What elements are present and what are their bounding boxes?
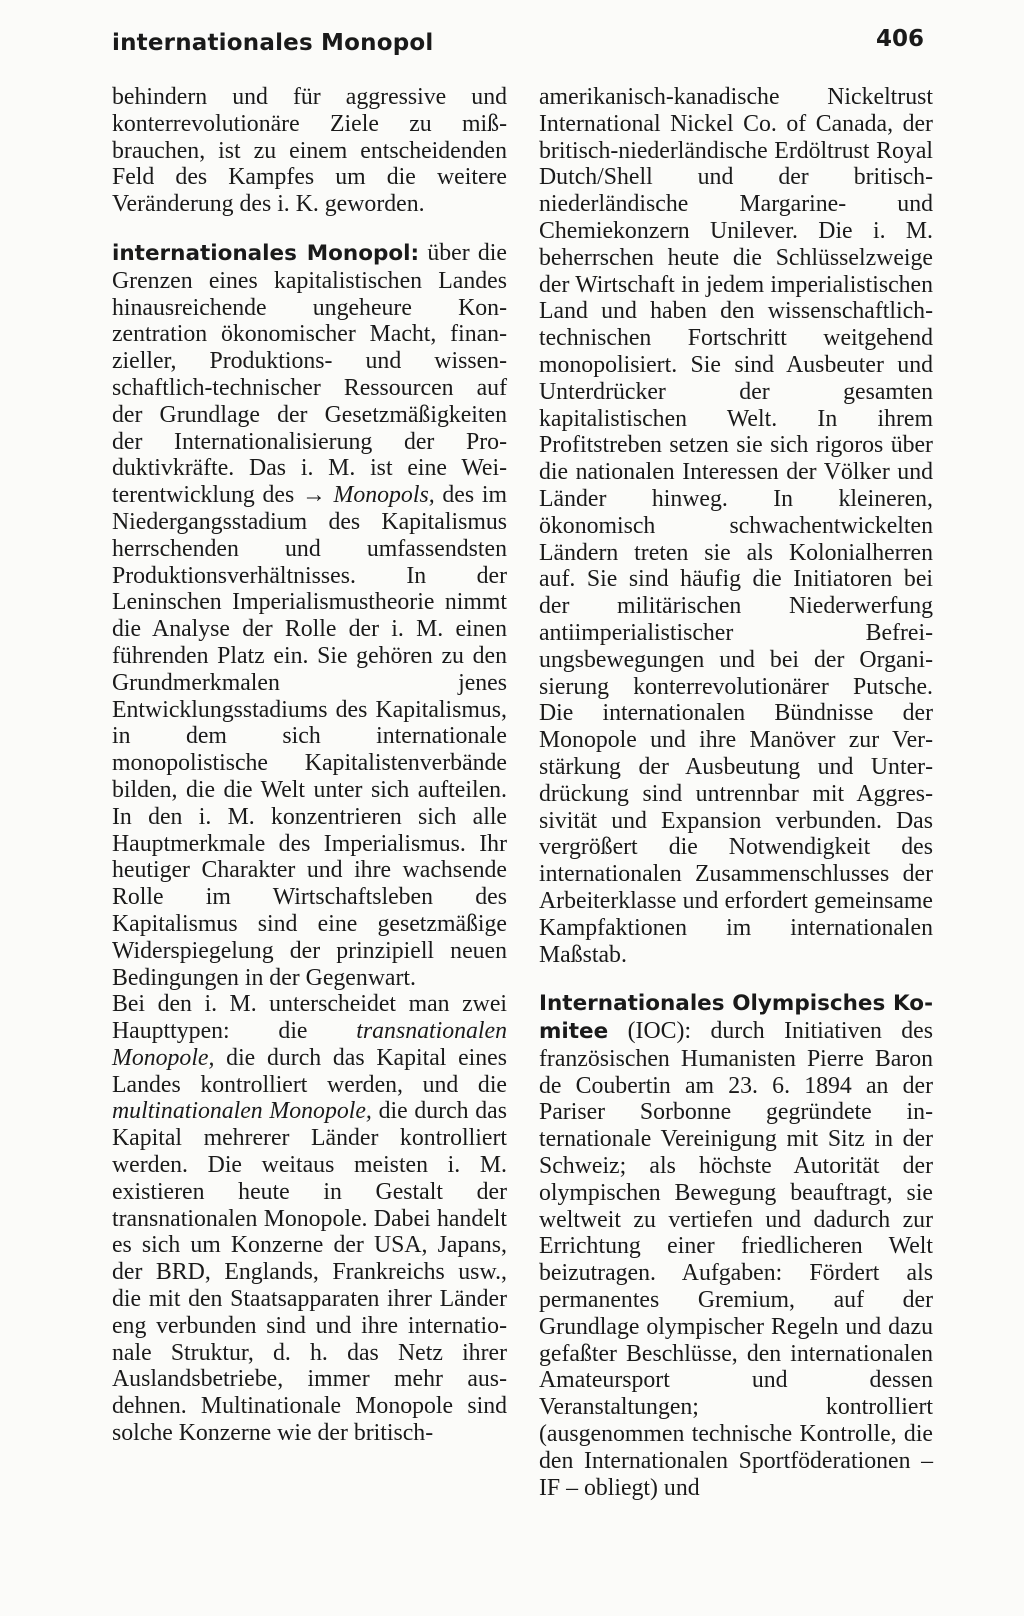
entry-internationales-olympisches-komitee — [539, 990, 933, 1501]
entry-headword: internationales Monopol — [112, 240, 411, 266]
running-header-title: internationales Monopol — [112, 30, 434, 56]
continued-paragraph: amerikanisch-kanadische Nickeltrust International Nickel Co. of Canada, der britisch-niederländische Erdöltrust Royal Dutch/Shell und der britisch-niederländische Margarine- und Chemiekonzern Unilever. Die i. M. beherrschen heute die Schlüsselzweige der Wirtschaft in jedem imperialistischen Land und haben den wissenschaftlich-technischen Fortschritt weitgehend monopolisiert. Sie sind Ausbeuter und Unterdrücker der gesamten kapitalistischen Welt. In ihrem Profitstreben setzen sie sich rigoros über die nationalen Interessen der Völker und Länder hinweg. In kleineren, ökonomisch schwachentwickelten Ländern treten sie als Kolonialherren auf. Sie sind häufig die Initiatoren bei der militärischen Niederwerfung antiimperialistischer Befreiungsbewegungen und bei der Organisierung konterrevolutionärer Putsche. Die internationalen Bündnisse der Monopole und ihre Manöver zur Verstärkung der Ausbeutung und Unterdrückung sind untrennbar mit Aggressivität und Expansion verbunden. Das vergrößert die Notwendigkeit des internationalen Zusammenschlusses der Arbeiterklasse und erfordert gemeinsame Kampfaktionen im internationalen Maßstab. — [539, 84, 933, 968]
entry-text: : durch Initiativen des französischen Humanisten Pierre Baron de Coubertin am 23. 6. 1894 an der Pariser Sorbonne gegründete internationale Vereinigung mit Sitz in der Schweiz; als höchste Autorität der olympischen Bewegung beauftragt, sie weltweit zu vertiefen und dadurch zur Errichtung einer friedlicheren Welt beizutragen. Aufgaben: Fördert als permanentes Gremium, auf der Grundlage olympischer Regeln und dazu gefaßter Beschlüsse, den internationalen Amateursport und dessen Veranstaltungen; kontrolliert (ausgenommen technische Kontrolle, die den Internationalen Sportföderationen – IF – obliegt) und — [539, 1018, 934, 1501]
entry-paragraph — [112, 991, 507, 1447]
left-column — [112, 84, 507, 1447]
entry-abbreviation: (IOC) — [608, 1018, 685, 1045]
cross-reference-link[interactable]: Monopols, — [325, 482, 435, 509]
entry-internationales-monopol — [112, 240, 507, 991]
entry-text: des im Niedergangsstadium des Kapitalismus herrschenden und umfassendsten Produktionsverhältnisses. In der Leninschen Imperialismustheorie nimmt die Analyse der Rolle der i. M. einen führenden Platz ein. Sie gehören zu den Grundmerkmalen jenes Entwicklungsstadiums des Kapitalismus, in dem sich internationale monopolistische Kapitalistenverbände bilden, die die Welt unter sich aufteilen. In den i. M. konzentrieren sich alle Hauptmerkmale des Imperialismus. Ihr heutiger Charakter und ihre wachsende Rolle im Wirtschaftsleben des Kapitalismus sind eine gesetzmäßige Widerspiegelung der prinzipiell neuen Bedingungen in der Gegenwart. — [112, 482, 507, 991]
cross-reference-arrow-icon: → — [301, 482, 326, 509]
entry-text: Bei den i. M. unterscheidet man zwei Haupttypen: die — [112, 991, 507, 1045]
continued-paragraph: behindern und für aggressive und konterrevolutionäre Ziele zu mißbrauchen, ist zu einem entscheidenden Feld des Kampfes um die weitere Veränderung des i. K. geworden. — [112, 84, 507, 218]
right-column — [539, 84, 933, 1501]
page-number: 406 — [875, 26, 924, 52]
headword-colon: : — [410, 240, 420, 266]
entry-text: die durch das Kapital eines Landes kontrolliert werden, und die — [112, 1044, 507, 1098]
entry-text: die durch das Kapital mehrerer Länder kontrolliert werden. Die weitaus meisten i. M. existieren heute in Gestalt der transnationalen Monopole. Dabei handelt es sich um Konzerne der USA, Japans, der BRD, Englands, Frankreichs usw., die mit den Staatsapparaten ihrer Länder eng verbunden sind und ihre internationale Struktur, d. h. das Netz ihrer Auslandsbetriebe, immer mehr ausdehnen. Multinationale Monopole sind solche Konzerne wie der britisch- — [112, 1098, 508, 1447]
entry-text: über die Grenzen eines kapitalistischen Landes hinausreichende ungeheure Konzentration ökonomischer Macht, finanzieller, Produktions- und wissenschaftlich-technischer Ressourcen auf der Grundlage der Gesetzmäßigkeiten der Internationalisierung der Produktivkräfte. Das i. M. ist eine Weiterentwicklung des — [112, 239, 507, 509]
entry-headword: Internationales Olympisches Komitee — [539, 991, 933, 1045]
italic-term: transnationalen Monopole, — [112, 1018, 507, 1071]
italic-term: multinationalen Monopole, — [112, 1098, 372, 1125]
